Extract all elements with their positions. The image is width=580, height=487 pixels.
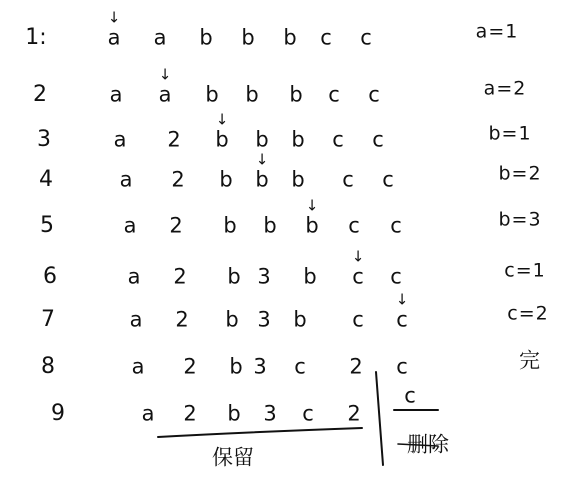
count-note: c=2 [507, 302, 549, 325]
pointer-arrow: ↓ [255, 150, 269, 169]
sequence-cell: b [291, 167, 305, 192]
sequence-cell: c [342, 167, 354, 192]
sequence-cell: b [227, 264, 241, 289]
row-number: 6 [43, 264, 57, 289]
pointer-arrow: ↓ [305, 196, 319, 215]
row-number: 1: [25, 25, 47, 50]
count-note: b=2 [498, 162, 542, 185]
sequence-cell: c [368, 82, 380, 107]
sequence-cell: b [263, 213, 277, 238]
count-note: a=2 [483, 77, 527, 100]
delete-label: 删除 [407, 432, 449, 457]
deleted-cell: c [404, 383, 416, 408]
sequence-cell: b [241, 25, 255, 50]
sequence-cell: a [131, 354, 145, 379]
sequence-cell: b [245, 82, 259, 107]
sequence-cell: 3 [257, 264, 271, 289]
sequence-cell: 2 [171, 167, 185, 192]
pointer-arrow: ↓ [158, 65, 172, 84]
sequence-cell: 3 [263, 401, 277, 426]
sequence-cell: b [293, 307, 307, 332]
sequence-cell: b [225, 307, 239, 332]
sequence-cell: c [332, 127, 344, 152]
sequence-cell: a [153, 25, 167, 50]
sequence-cell: c [390, 264, 402, 289]
sequence-cell: c [396, 354, 408, 379]
sequence-cell: a [141, 401, 155, 426]
sequence-cell: a [109, 82, 123, 107]
count-note: a=1 [475, 20, 519, 43]
done-mark: 完 [519, 348, 541, 373]
row-number: 7 [41, 307, 55, 332]
row-number: 5 [40, 213, 54, 238]
sequence-cell: 2 [347, 401, 361, 426]
keep-label: 保留 [212, 445, 254, 470]
sequence-cell: a [129, 307, 143, 332]
sequence-cell: b [229, 354, 243, 379]
sequence-cell: c [352, 307, 364, 332]
sequence-cell: 2 [167, 127, 181, 152]
sequence-cell: 2 [183, 401, 197, 426]
row-number: 2 [33, 82, 47, 107]
sequence-cell: c [390, 213, 402, 238]
sequence-cell: b [215, 127, 229, 152]
sequence-cell: c [396, 307, 408, 332]
sequence-cell: b [305, 213, 319, 238]
sequence-cell: c [352, 264, 364, 289]
sequence-cell: a [123, 213, 137, 238]
pointer-arrow: ↓ [107, 8, 121, 27]
sequence-cell: a [119, 167, 133, 192]
sequence-cell: 3 [253, 354, 267, 379]
sequence-cell: b [255, 127, 269, 152]
sequence-cell: 2 [175, 307, 189, 332]
sequence-cell: a [113, 127, 127, 152]
sequence-cell: b [199, 25, 213, 50]
sequence-cell: c [320, 25, 332, 50]
sequence-cell: b [303, 264, 317, 289]
row-number: 9 [51, 401, 65, 426]
sequence-cell: c [348, 213, 360, 238]
sequence-cell: 2 [349, 354, 363, 379]
sequence-cell: b [255, 167, 269, 192]
sequence-cell: c [372, 127, 384, 152]
sequence-cell: c [360, 25, 372, 50]
row-number: 8 [41, 354, 55, 379]
sequence-cell: 2 [173, 264, 187, 289]
sequence-cell: b [291, 127, 305, 152]
pointer-arrow: ↓ [395, 290, 409, 309]
row-number: 3 [37, 127, 51, 152]
sequence-cell: a [158, 82, 172, 107]
pointer-arrow: ↓ [351, 247, 365, 266]
sequence-cell: c [328, 82, 340, 107]
sequence-cell: c [294, 354, 306, 379]
sequence-cell: b [227, 401, 241, 426]
sequence-cell: b [289, 82, 303, 107]
sequence-cell: c [302, 401, 314, 426]
row-number: 4 [39, 167, 53, 192]
sequence-cell: b [223, 213, 237, 238]
sequence-cell: a [127, 264, 141, 289]
count-note: b=1 [488, 122, 532, 145]
sequence-cell: 2 [169, 213, 183, 238]
sequence-cell: b [219, 167, 233, 192]
sequence-cell: a [107, 25, 121, 50]
sequence-cell: c [382, 167, 394, 192]
keep-underline [158, 428, 362, 437]
sequence-cell: b [283, 25, 297, 50]
divider-line [376, 372, 383, 465]
sequence-cell: 2 [183, 354, 197, 379]
sequence-cell: 3 [257, 307, 271, 332]
count-note: c=1 [504, 259, 546, 282]
sequence-cell: b [205, 82, 219, 107]
pointer-arrow: ↓ [215, 110, 229, 129]
count-note: b=3 [498, 208, 542, 231]
